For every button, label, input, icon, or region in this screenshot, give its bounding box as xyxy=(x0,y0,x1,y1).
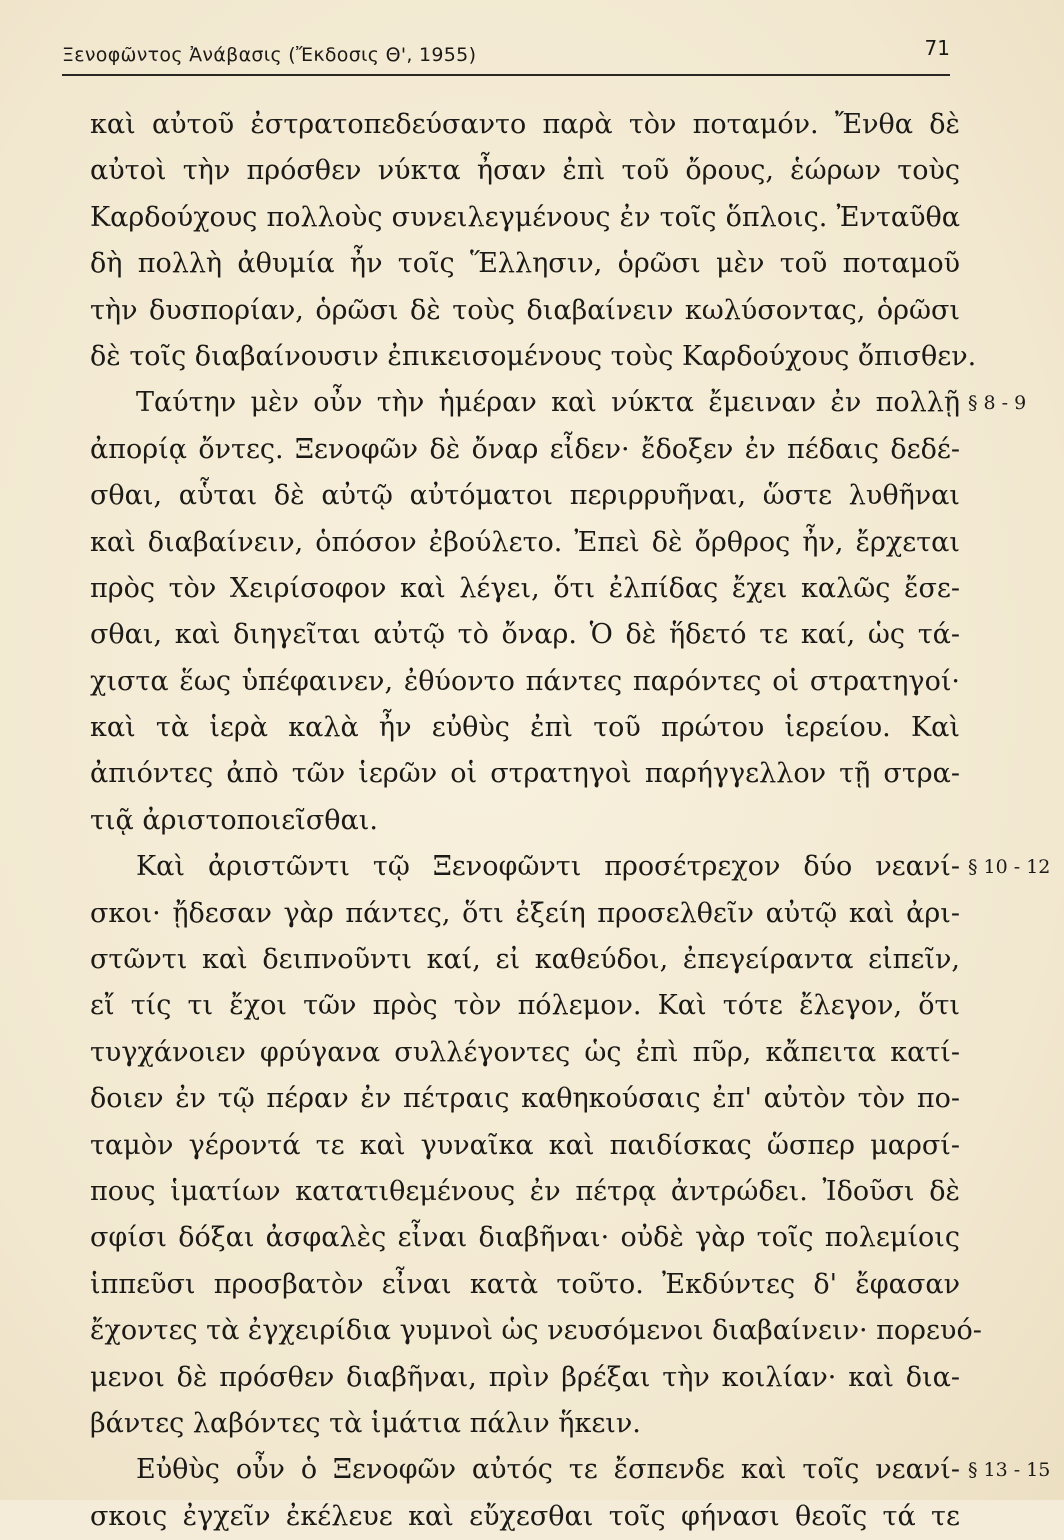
text-line: ἔχοντες τὰ ἐγχειρίδια γυμνοὶ ὡς νευσόμενοι διαβαίνειν· πορευό- xyxy=(90,1315,982,1347)
text-line: δὲ τοῖς διαβαίνουσιν ἐπικεισομένους τοὺς Καρδούχους ὄπισθεν. xyxy=(90,340,977,372)
text-line: πους ἱματίων κατατιθεμένους ἐν πέτρᾳ ἀντρώδει. Ἰδοῦσι δὲ xyxy=(90,1175,960,1207)
text-line: Εὐθὺς οὖν ὁ Ξενοφῶν αὐτός τε ἔσπενδε καὶ τοῖς νεανί- § 13 - 15 xyxy=(90,1447,960,1493)
text-line: καὶ διαβαίνειν, ὁπόσον ἐβούλετο. Ἐπεὶ δὲ ὄρθρος ἦν, ἔρχεται xyxy=(90,526,960,558)
header-title: Ξενοφῶντος Ἀνάβασις (Ἔκδοσις Θ', 1955) xyxy=(62,44,477,66)
text-line: σκοι· ᾔδεσαν γὰρ πάντες, ὅτι ἐξείη προσελθεῖν αὐτῷ καὶ ἀρι- xyxy=(90,897,960,929)
text-line: μενοι δὲ πρόσθεν διαβῆναι, πρὶν βρέξαι τὴν κοιλίαν· καὶ δια- xyxy=(90,1361,960,1393)
running-header xyxy=(62,34,962,74)
text-line: σθαι, καὶ διηγεῖται αὐτῷ τὸ ὄναρ. Ὁ δὲ ἥδετό τε καί, ὡς τά- xyxy=(90,619,960,651)
text-line: τυγχάνοιεν φρύγανα συλλέγοντες ὡς ἐπὶ πῦρ, κἄπειτα κατί- xyxy=(90,1036,960,1068)
text-line: καὶ αὐτοῦ ἐστρατοπεδεύσαντο παρὰ τὸν ποταμόν. Ἔνθα δὲ xyxy=(90,109,960,140)
text-line: σφίσι δόξαι ἀσφαλὲς εἶναι διαβῆναι· οὐδὲ γὰρ τοῖς πολεμίοις xyxy=(90,1222,960,1254)
section-marker: § 8 - 9 xyxy=(968,392,1027,415)
text-line: πρὸς τὸν Χειρίσοφον καὶ λέγει, ὅτι ἐλπίδας ἔχει καλῶς ἔσε- xyxy=(90,572,960,604)
text-line: εἴ τίς τι ἔχοι τῶν πρὸς τὸν πόλεμον. Καὶ τότε ἔλεγον, ὅτι xyxy=(90,990,960,1022)
text-line: αὐτοὶ τὴν πρόσθεν νύκτα ἦσαν ἐπὶ τοῦ ὄρους, ἑώρων τοὺς xyxy=(90,155,960,187)
body-text xyxy=(90,102,1051,1540)
text-line: ἀπορίᾳ ὄντες. Ξενοφῶν δὲ ὄναρ εἶδεν· ἔδοξεν ἐν πέδαις δεδέ- xyxy=(90,433,960,465)
text-line: Καρδούχους πολλοὺς συνειλεγμένους ἐν τοῖς ὅπλοις. Ἐνταῦθα xyxy=(90,201,960,233)
text-line: σθαι, αὗται δὲ αὐτῷ αὐτόματοι περιρρυῆναι, ὥστε λυθῆναι xyxy=(90,480,960,512)
text-line: βάντες λαβόντες τὰ ἱμάτια πάλιν ἥκειν. xyxy=(90,1407,641,1439)
text-line: δοιεν ἐν τῷ πέραν ἐν πέτραις καθηκούσαις ἐπ' αὐτὸν τὸν πο- xyxy=(90,1083,960,1115)
text-line: ἀπιόντες ἀπὸ τῶν ἱερῶν οἱ στρατηγοὶ παρήγγελλον τῇ στρα- xyxy=(90,758,960,790)
text-line: τιᾷ ἀριστοποιεῖσθαι. xyxy=(90,804,378,836)
text-line: ταμὸν γέροντά τε καὶ γυναῖκα καὶ παιδίσκας ὥσπερ μαρσί- xyxy=(90,1129,960,1161)
text-line: δὴ πολλὴ ἀθυμία ἦν τοῖς Ἕλλησιν, ὁρῶσι μὲν τοῦ ποταμοῦ xyxy=(90,248,960,280)
text-line: τὴν δυσπορίαν, ὁρῶσι δὲ τοὺς διαβαίνειν κωλύσοντας, ὁρῶσι xyxy=(90,294,960,326)
section-marker: § 13 - 15 xyxy=(968,1459,1051,1482)
text-line: χιστα ἕως ὑπέφαινεν, ἐθύοντο πάντες παρόντες οἱ στρατηγοί· xyxy=(90,665,960,697)
text-line: Ταύτην μὲν οὖν τὴν ἡμέραν καὶ νύκτα ἔμειναν ἐν πολλῇ § 8 - 9 xyxy=(90,380,960,426)
header-rule xyxy=(62,74,950,76)
text-line: σκοις ἐγχεῖν ἐκέλευε καὶ εὔχεσθαι τοῖς φήνασι θεοῖς τά τε xyxy=(90,1500,960,1532)
text-line: καὶ τὰ ἱερὰ καλὰ ἦν εὐθὺς ἐπὶ τοῦ πρώτου ἱερείου. Καὶ xyxy=(90,712,960,744)
text-line: στῶντι καὶ δειπνοῦντι καί, εἰ καθεύδοι, ἐπεγείραντα εἰπεῖν, xyxy=(90,944,960,976)
text-line: ἱππεῦσι προσβατὸν εἶναι κατὰ τοῦτο. Ἐκδύντες δ' ἔφασαν xyxy=(90,1268,960,1300)
section-marker: § 10 - 12 xyxy=(968,856,1051,879)
page-number: 71 xyxy=(924,36,950,60)
text-line: Καὶ ἀριστῶντι τῷ Ξενοφῶντι προσέτρεχον δύο νεανί- § 10 - 12 xyxy=(90,844,960,890)
